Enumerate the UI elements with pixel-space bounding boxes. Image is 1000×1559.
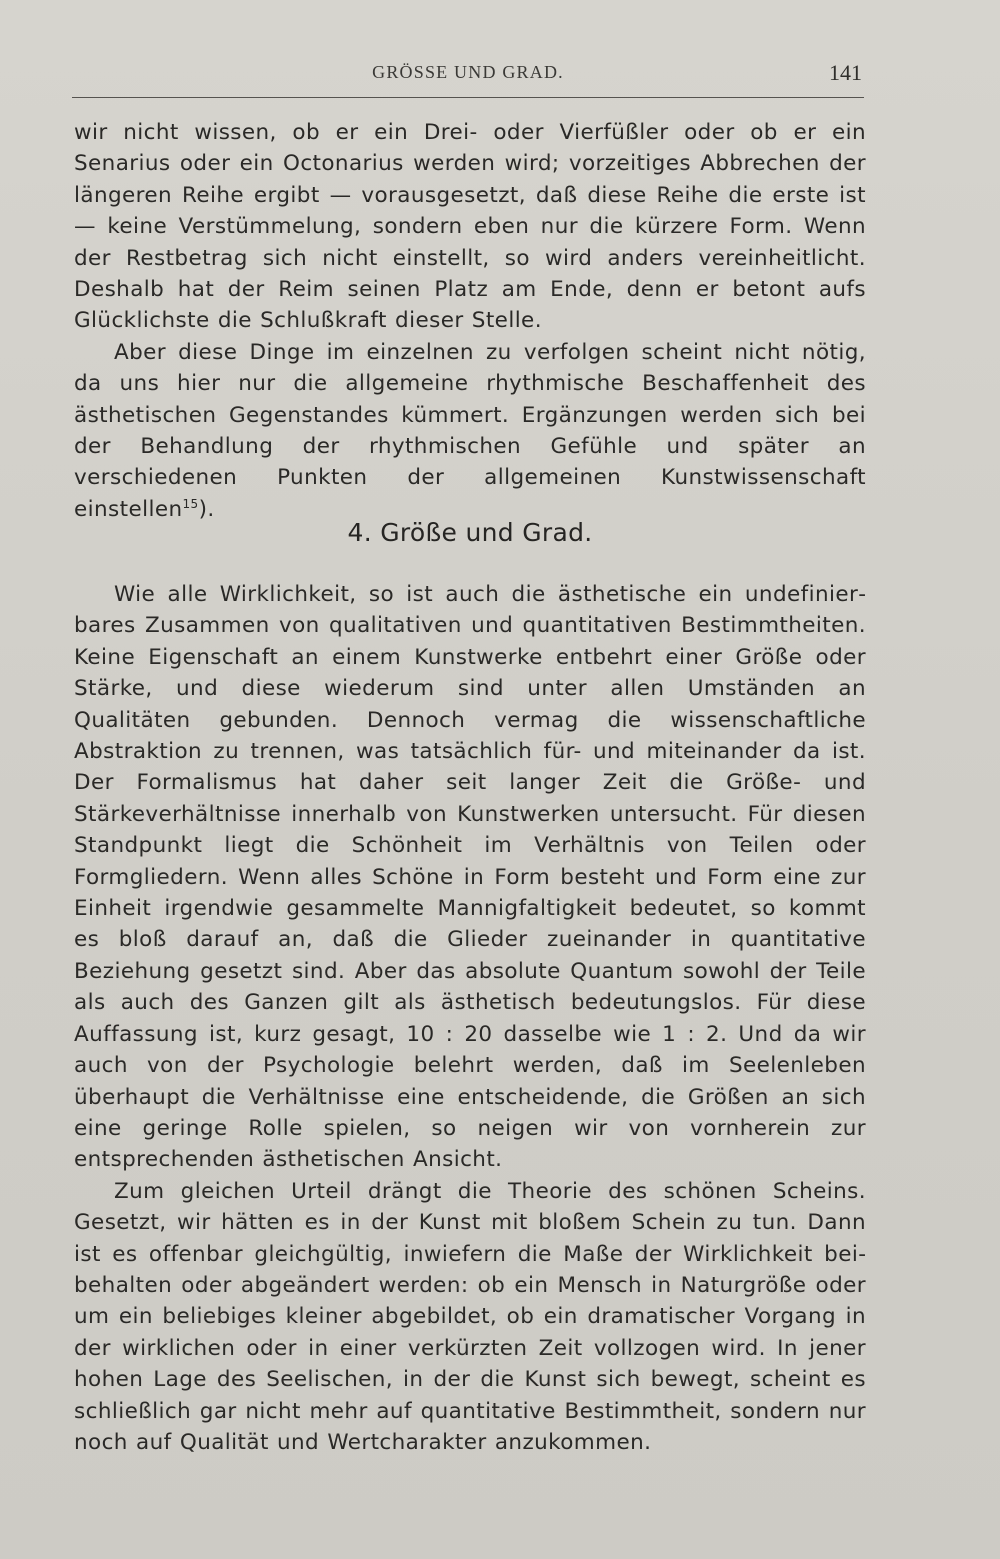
paragraph — [74, 579, 866, 1176]
paragraph-continued — [74, 117, 866, 337]
paragraph-text: Wie alle Wirklichkeit, so ist auch die ästhetische ein undefinierbares Zusammen von qualitativen und quantitativen Bestimmtheiten. Keine Eigenschaft an einem Kunstwerke entbehrt einer Größe oder Stärke, und diese wiederum sind unter allen Umständen an Qualitäten gebunden. Dennoch vermag die wissenschaftliche Abstraktion zu trennen, was tatsächlich für- und miteinander da ist. Der Formalismus hat daher seit langer Zeit die Größe- und Stärkeverhältnisse innerhalb von Kunstwerken untersucht. Für diesen Standpunkt liegt die Schönheit im Verhältnis von Teilen oder Formgliedern. Wenn alles Schöne in Form besteht und Form eine zur Einheit irgendwie gesammelte Mannigfaltigkeit bedeutet, so kommt es bloß darauf an, daß die Glieder zueinander in quantitative Beziehung gesetzt sind. Aber das absolute Quantum sowohl der Teile als auch des Ganzen gilt als ästhetisch bedeutungslos. Für diese Auffassung ist, kurz gesagt, 10 : 20 dasselbe wie 1 : 2. Und da wir auch von der Psychologie belehrt werden, daß im Seelenleben überhaupt die Verhältnisse eine entscheidende, die Größen an sich eine geringe Rolle spielen, so neigen wir von vornherein zur entsprechenden ästhetischen Ansicht. — [74, 582, 866, 1173]
header-rule — [72, 97, 864, 98]
page-number: 141 — [829, 60, 862, 85]
text-after-section — [74, 579, 866, 1458]
paragraph — [74, 1176, 866, 1459]
paragraph-text: Aber diese Dinge im einzelnen zu verfolgen scheint nicht nötig, da uns hier nur die allgemeine rhythmische Beschaffenheit des ästhetischen Gegenstandes kümmert. Ergänzungen werden sich bei der Behandlung der rhythmischen Gefühle und später an verschiedenen Punkten der allgemeinen Kunstwissenschaft einstellen — [74, 339, 866, 522]
running-title: GRÖSSE UND GRAD. — [372, 62, 564, 82]
paragraph-tail: ). — [198, 496, 215, 522]
paragraph — [74, 337, 866, 525]
text-before-section — [74, 117, 866, 525]
footnote-marker: 15 — [182, 496, 199, 511]
section-heading: 4. Größe und Grad. — [347, 518, 593, 547]
paragraph-text: Zum gleichen Urteil drängt die Theorie des schönen Scheins. Gesetzt, wir hätten es in der Kunst mit bloßem Schein zu tun. Dann ist es offenbar gleichgültig, inwiefern die Maße der Wirklichkeit beibehalten oder abgeändert werden: ob ein Mensch in Naturgröße oder um ein beliebiges kleiner abgebildet, ob ein dramatischer Vorgang in der wirklichen oder in einer verkürzten Zeit vollzogen wird. In jener hohen Lage des Seelischen, in der die Kunst sich bewegt, scheint es schließlich gar nicht mehr auf quantitative Bestimmtheit, sondern nur noch auf Qualität und Wertcharakter anzukommen. — [74, 1178, 866, 1455]
paragraph-text: wir nicht wissen, ob er ein Drei- oder Vierfüßler oder ob er ein Senarius oder ein Octonarius werden wird; vorzeitiges Abbrechen der längeren Reihe ergibt — vorausgesetzt, daß diese Reihe die erste ist — keine Verstümmelung, sondern eben nur die kürzere Form. Wenn der Restbetrag sich nicht einstellt, so wird anders vereinheitlicht. Deshalb hat der Reim seinen Platz am Ende, denn er betont aufs Glücklichste die Schlußkraft dieser Stelle. — [74, 120, 866, 334]
page-header — [72, 62, 864, 96]
